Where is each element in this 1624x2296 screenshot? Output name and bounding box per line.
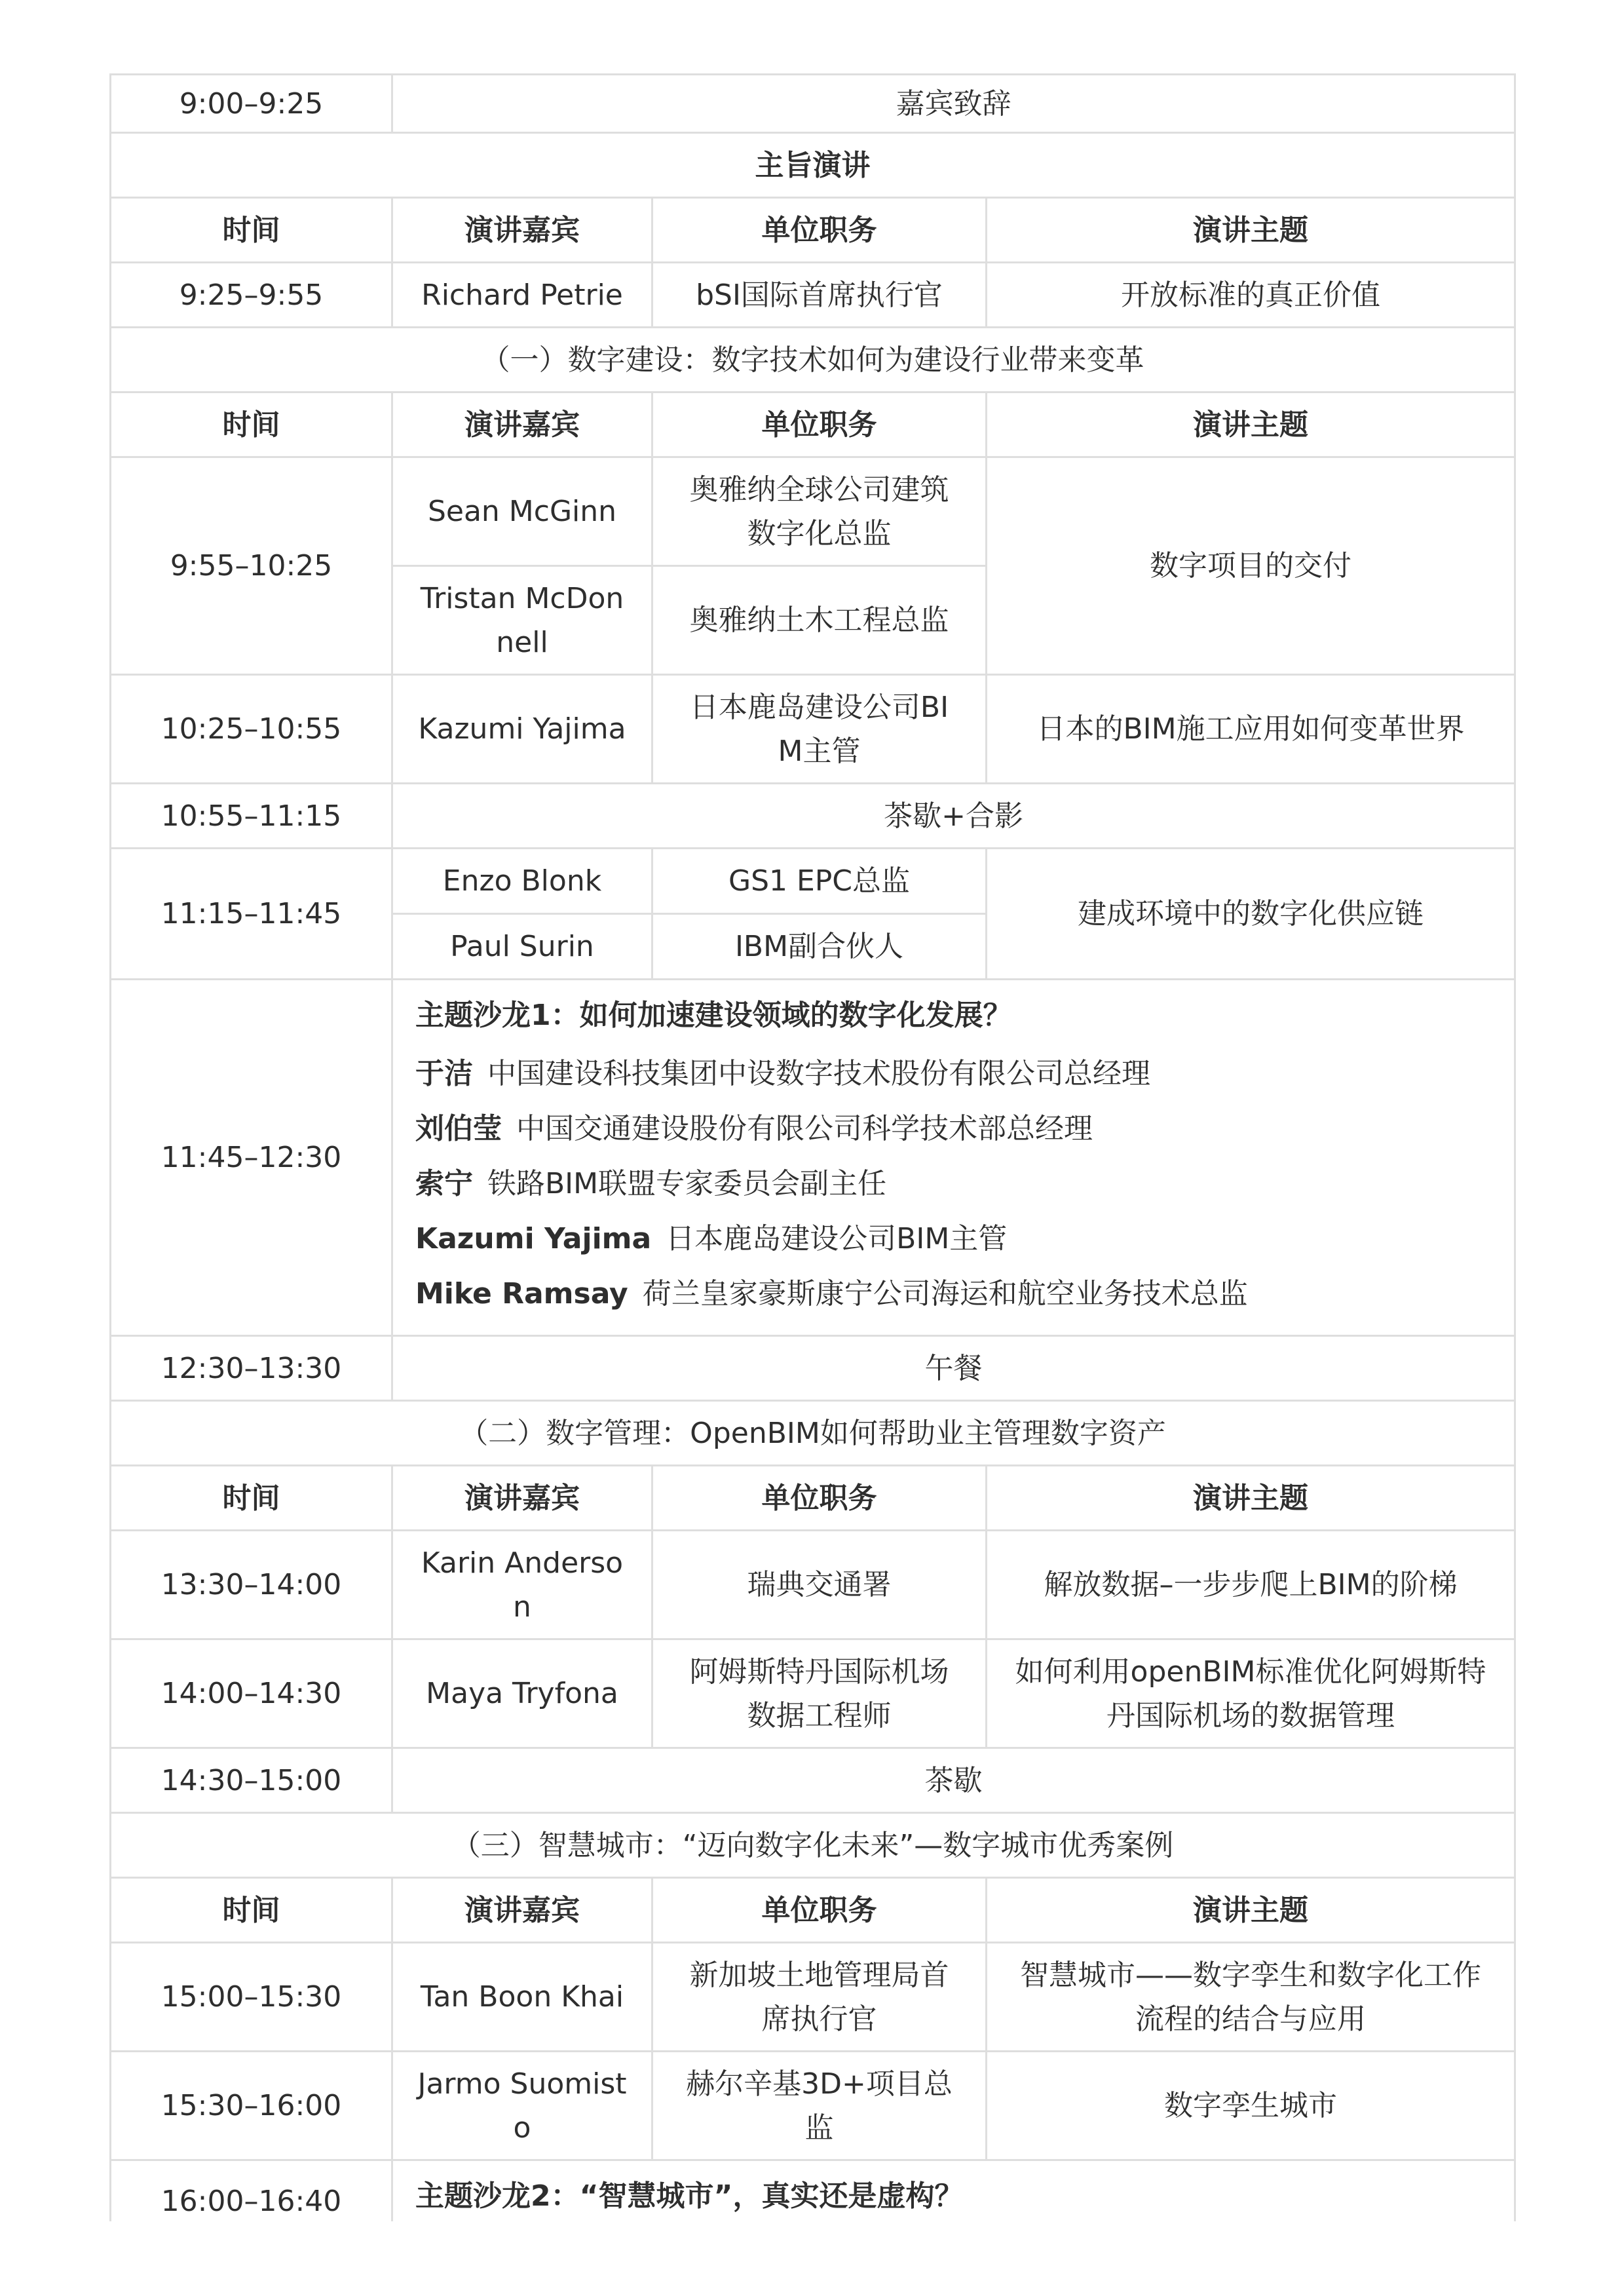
table-row (111, 2052, 1515, 2160)
header-row (111, 198, 1515, 263)
table-row (111, 980, 1515, 1336)
page-bottom-margin (0, 2221, 1624, 2296)
panelist-desc: 铁路BIM联盟专家委员会副主任 (487, 1167, 887, 1200)
section-row (111, 1401, 1515, 1466)
speaker-cell: Tristan McDon nell (392, 566, 652, 675)
topic-cell: 智慧城市——数字孪生和数字化工作 流程的结合与应用 (987, 1943, 1515, 2052)
header-speaker: 演讲嘉宾 (392, 198, 652, 263)
time-cell: 11:45–12:30 (111, 980, 392, 1336)
time-cell: 16:00–16:40 (111, 2160, 392, 2246)
org-cell: 赫尔辛基3D+项目总 监 (652, 2052, 987, 2160)
org-cell: 瑞典交通署 (652, 1531, 987, 1639)
topic-cell: 数字项目的交付 (987, 457, 1515, 675)
panelist-name: 于洁 (415, 1057, 473, 1090)
table-row (111, 1336, 1515, 1401)
topic-cell: 开放标准的真正价值 (987, 263, 1515, 328)
header-org: 单位职务 (652, 1466, 987, 1531)
time-cell: 10:55–11:15 (111, 784, 392, 849)
speaker-cell: Karin Anderso n (392, 1531, 652, 1639)
org-cell: 奥雅纳全球公司建筑 数字化总监 (652, 457, 987, 566)
org-cell: 阿姆斯特丹国际机场 数据工程师 (652, 1639, 987, 1748)
speaker-cell: Richard Petrie (392, 263, 652, 328)
table-row (111, 263, 1515, 328)
table-row (111, 784, 1515, 849)
header-speaker: 演讲嘉宾 (392, 1878, 652, 1943)
time-cell: 14:00–14:30 (111, 1639, 392, 1748)
org-cell: bSI国际首席执行官 (652, 263, 987, 328)
event-cell: 茶歇 (392, 1748, 1515, 1813)
header-org: 单位职务 (652, 392, 987, 457)
topic-cell: 建成环境中的数字化供应链 (987, 849, 1515, 980)
header-time: 时间 (111, 1878, 392, 1943)
header-row (111, 392, 1515, 457)
topic-cell: 数字孪生城市 (987, 2052, 1515, 2160)
header-time: 时间 (111, 392, 392, 457)
salon-panelist (415, 1267, 1492, 1322)
section-row (111, 328, 1515, 392)
panelist-desc: 荷兰皇家豪斯康宁公司海运和航空业务技术总监 (642, 1277, 1248, 1311)
speaker-cell: Jarmo Suomist o (392, 2052, 652, 2160)
topic-cell: 解放数据–一步步爬上BIM的阶梯 (987, 1531, 1515, 1639)
speaker-cell: Enzo Blonk (392, 849, 652, 914)
time-cell: 9:25–9:55 (111, 263, 392, 328)
panelist-name: 索宁 (415, 1167, 473, 1200)
salon-panelist (415, 1046, 1492, 1101)
speaker-cell: Sean McGinn (392, 457, 652, 566)
header-topic: 演讲主题 (987, 198, 1515, 263)
speaker-cell: Paul Surin (392, 914, 652, 980)
org-cell: GS1 EPC总监 (652, 849, 987, 914)
header-topic: 演讲主题 (987, 1878, 1515, 1943)
header-topic: 演讲主题 (987, 1466, 1515, 1531)
header-speaker: 演讲嘉宾 (392, 1466, 652, 1531)
section-row (111, 133, 1515, 198)
section-row (111, 1813, 1515, 1878)
speaker-cell: Maya Tryfona (392, 1639, 652, 1748)
table-row (111, 1531, 1515, 1639)
panelist-desc: 中国交通建设股份有限公司科学技术部总经理 (516, 1112, 1093, 1145)
speaker-cell: Kazumi Yajima (392, 675, 652, 784)
table-row (111, 457, 1515, 566)
schedule-table (109, 73, 1516, 2246)
table-row (111, 1748, 1515, 1813)
header-org: 单位职务 (652, 198, 987, 263)
topic-cell: 如何利用openBIM标准优化阿姆斯特 丹国际机场的数据管理 (987, 1639, 1515, 1748)
time-cell: 13:30–14:00 (111, 1531, 392, 1639)
header-time: 时间 (111, 198, 392, 263)
time-cell: 11:15–11:45 (111, 849, 392, 980)
salon-panelist (415, 1212, 1492, 1267)
time-cell: 12:30–13:30 (111, 1336, 392, 1401)
org-cell: IBM副合伙人 (652, 914, 987, 980)
header-row (111, 1878, 1515, 1943)
salon-2-title: 主题沙龙2：“智慧城市”，真实还是虚构？ (415, 2179, 964, 2213)
time-cell: 9:00–9:25 (111, 75, 392, 133)
header-topic: 演讲主题 (987, 392, 1515, 457)
event-cell: 午餐 (392, 1336, 1515, 1401)
section-3-title: （三）智慧城市：“迈向数字化未来”—数字城市优秀案例 (111, 1813, 1515, 1878)
org-cell: 奥雅纳土木工程总监 (652, 566, 987, 675)
panelist-desc: 中国建设科技集团中设数字技术股份有限公司总经理 (487, 1057, 1150, 1090)
topic-cell: 日本的BIM施工应用如何变革世界 (987, 675, 1515, 784)
table-row (111, 849, 1515, 914)
salon-panelist (415, 1157, 1492, 1212)
header-time: 时间 (111, 1466, 392, 1531)
org-cell: 日本鹿岛建设公司BI M主管 (652, 675, 987, 784)
table-row (111, 675, 1515, 784)
header-speaker: 演讲嘉宾 (392, 392, 652, 457)
section-2-title: （二）数字管理：OpenBIM如何帮助业主管理数字资产 (111, 1401, 1515, 1466)
panelist-name: 刘伯莹 (415, 1112, 502, 1145)
time-cell: 9:55–10:25 (111, 457, 392, 675)
header-row (111, 1466, 1515, 1531)
panelist-desc: 日本鹿岛建设公司BIM主管 (666, 1222, 1008, 1255)
salon-1-title: 主题沙龙1：如何加速建设领域的数字化发展？ (415, 999, 1012, 1032)
time-cell: 15:30–16:00 (111, 2052, 392, 2160)
time-cell: 10:25–10:55 (111, 675, 392, 784)
time-cell: 14:30–15:00 (111, 1748, 392, 1813)
panelist-name: Mike Ramsay (415, 1277, 628, 1311)
table-row (111, 75, 1515, 133)
speaker-cell: Tan Boon Khai (392, 1943, 652, 2052)
salon-1-cell (392, 980, 1515, 1336)
section-1-title: （一）数字建设：数字技术如何为建设行业带来变革 (111, 328, 1515, 392)
table-row (111, 1943, 1515, 2052)
event-cell: 茶歇+合影 (392, 784, 1515, 849)
event-cell: 嘉宾致辞 (392, 75, 1515, 133)
salon-panelist (415, 1101, 1492, 1157)
time-cell: 15:00–15:30 (111, 1943, 392, 2052)
keynote-title: 主旨演讲 (111, 133, 1515, 198)
org-cell: 新加坡土地管理局首 席执行官 (652, 1943, 987, 2052)
table-row (111, 1639, 1515, 1748)
header-org: 单位职务 (652, 1878, 987, 1943)
panelist-name: Kazumi Yajima (415, 1222, 652, 1255)
